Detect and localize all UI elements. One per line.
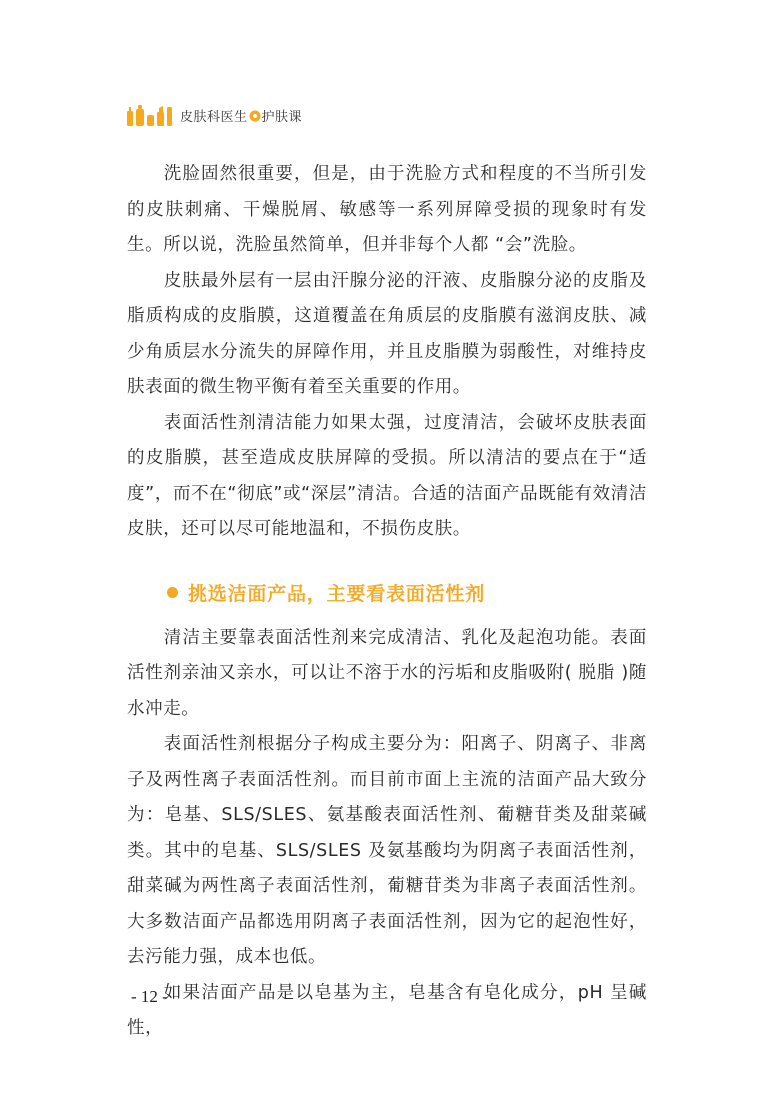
book-title-main: 皮肤科医生 [180,110,248,125]
page-content [127,157,647,1047]
paragraph: 如果洁面产品是以皂基为主，皂基含有皂化成分，pH 呈碱性， [127,982,647,1038]
paragraph: 洗脸固然很重要，但是，由于洗脸方式和程度的不当所引发的皮肤刺痛、干燥脱屑、敏感等一系列屏障受损的现象时有发生。所以说，洗脸虽然简单，但并非每个人都 “会”洗脸。 [127,164,647,255]
bullet-dot-icon [167,587,178,598]
page-number: - 12 - [131,987,168,1006]
paragraph: 清洁主要靠表面活性剂来完成清洁、乳化及起泡功能。表面活性剂亲油又亲水，可以让不溶于水的污垢和皮脂吸附( 脱脂 )随水冲走。 [127,627,647,719]
running-header [126,103,302,127]
section-heading-text: 挑选洁面产品，主要看表面活性剂 [188,582,486,605]
skincare-bottles-logo-icon [126,103,174,127]
book-title-suffix: 护肤课 [261,110,303,125]
circle-dot-icon [249,110,261,122]
section-heading [167,579,647,606]
paragraph: 表面活性剂清洁能力如果太强，过度清洁，会破坏皮肤表面的皮脂膜，甚至造成皮肤屏障的受损。所以清洁的要点在于“适度”，而不在“彻底”或“深层”清洁。合适的洁面产品既能有效清洁皮肤，还可以尽可能地温和，不损伤皮肤。 [127,412,647,539]
book-title [180,110,302,127]
paragraph: 表面活性剂根据分子构成主要分为：阳离子、阴离子、非离子及两性离子表面活性剂。而目前市面上主流的洁面产品大致分为：皂基、SLS/SLES、氨基酸表面活性剂、葡糖苷类及甜菜碱类。其中的皂基、SLS/SLES 及氨基酸均为阴离子表面活性剂，甜菜碱为两性离子表面活性剂，葡糖苷类为非离子表面活性剂。大多数洁面产品都选用阴离子表面活性剂，因为它的起泡性好，去污能力强，成本也低。 [127,734,647,967]
paragraph: 皮肤最外层有一层由汗腺分泌的汗液、皮脂腺分泌的皮脂及脂质构成的皮脂膜，这道覆盖在角质层的皮脂膜有滋润皮肤、减少角质层水分流失的屏障作用，并且皮脂膜为弱酸性，对维持皮肤表面的微生物平衡有着至关重要的作用。 [127,270,647,397]
